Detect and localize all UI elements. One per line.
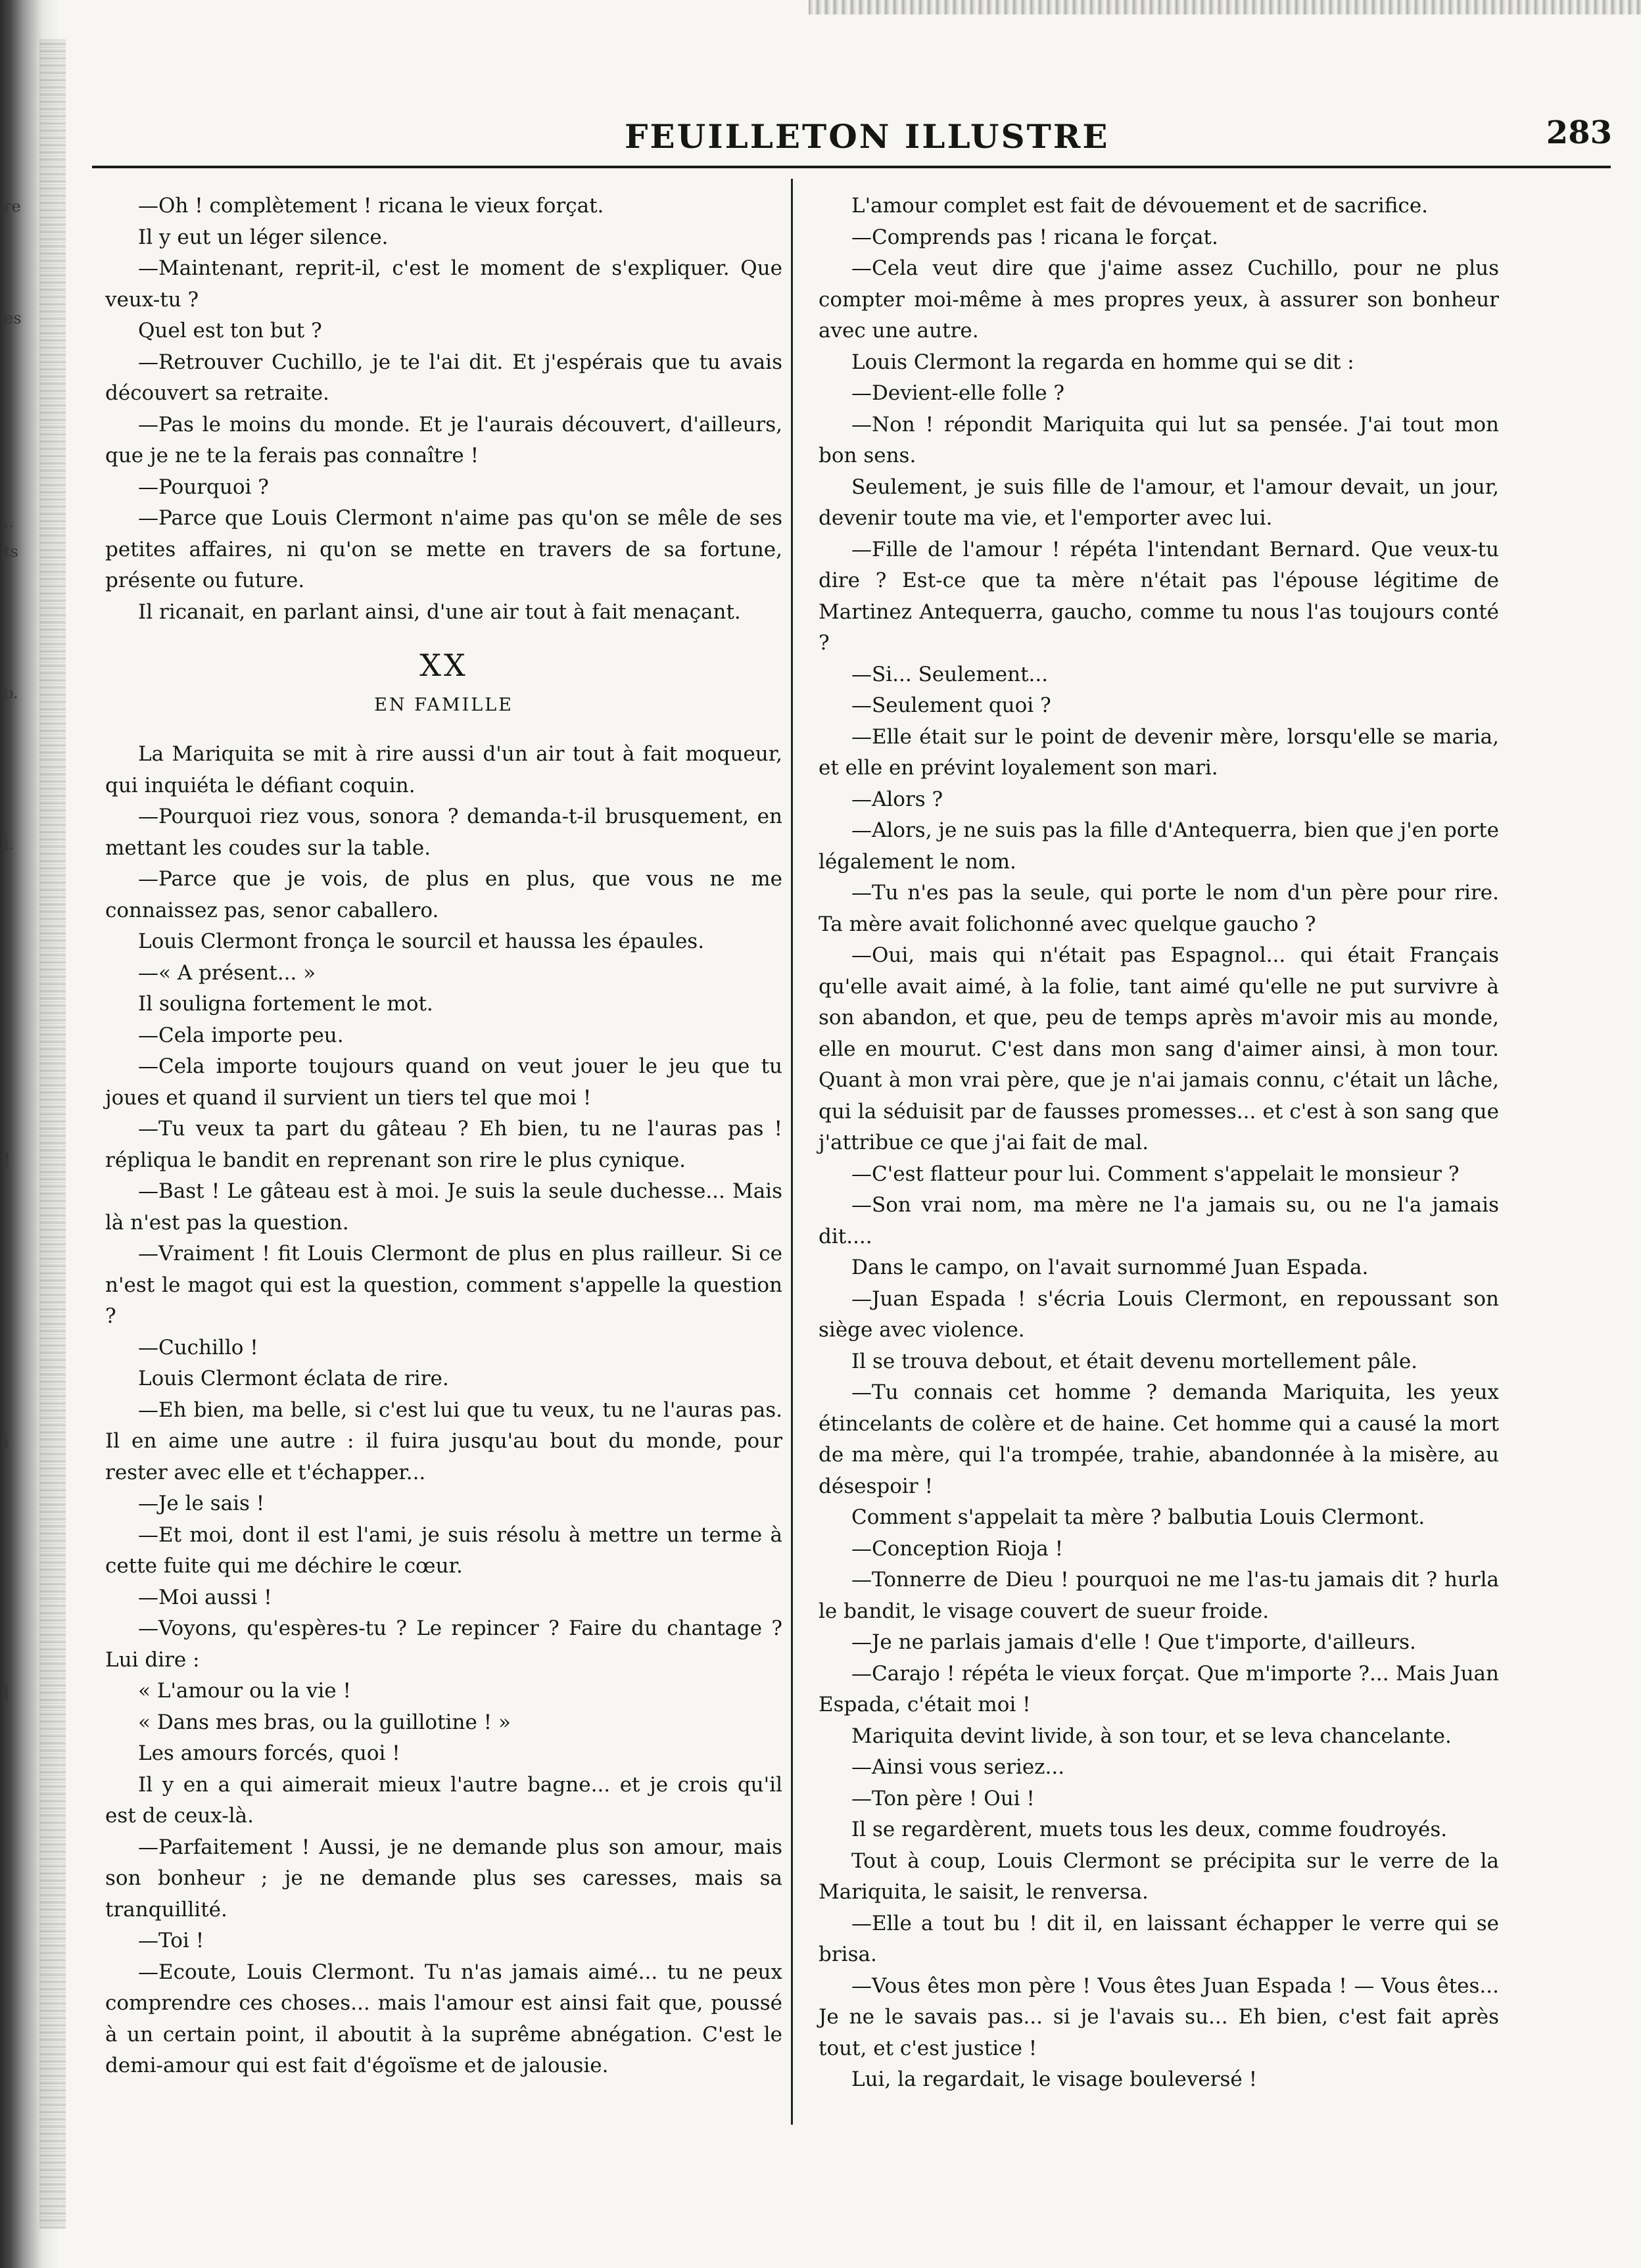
paragraph: —Si... Seulement... — [851, 662, 1049, 686]
paragraph: Mariquita devint livide, à son tour, et se leva chancelante. — [851, 1724, 1452, 1748]
paragraph: —Oui, mais qui n'était pas Espagnol... qui était Français qu'elle avait aimé, à la folie, tant aimé qu'elle ne put survivre à son abandon, et que, peu de temps après m'avoir mis au monde, elle en mourut. C'est dans mon sang d'aimer ainsi, à mon tour. Quant à mon vrai père, que je n'ai jamais connu, c'était un lâche, qui la séduisit par de fausses promesses... et c'est à son sang que j'attribue ce que j'ai fait de mal. — [819, 943, 1499, 1154]
paragraph: —Bast ! Le gâteau est à moi. Je suis la seule duchesse... Mais là n'est pas la question. — [105, 1179, 782, 1235]
margin-note: | — [4, 1683, 10, 1701]
paragraph: —Alors ? — [851, 787, 943, 811]
paragraph: —Vraiment ! fit Louis Clermont de plus en plus railleur. Si ce n'est le magot qui est la question, comment s'appelle la question ? — [105, 1242, 782, 1328]
binding-shadow — [39, 39, 66, 2229]
paragraph: Quel est ton but ? — [138, 319, 322, 343]
running-title: FEUILLETON ILLUSTRE — [625, 117, 1110, 156]
paragraph: —Cuchillo ! — [138, 1335, 258, 1359]
paragraph: —Parce que je vois, de plus en plus, que vous ne me connaissez pas, senor caballero. — [105, 867, 782, 922]
paragraph: —Devient-elle folle ? — [851, 381, 1065, 405]
paragraph: —Elle était sur le point de devenir mère, lorsqu'elle se maria, et elle en prévint loyalement son mari. — [819, 724, 1499, 780]
section-title: EN FAMILLE — [374, 694, 513, 715]
paragraph: —Fille de l'amour ! répéta l'intendant Bernard. Que veux-tu dire ? Est-ce que ta mère n'était pas l'épouse légitime de Martinez Antequerra, gaucho, comme tu nous l'as toujours conté ? — [819, 537, 1499, 655]
paragraph: Louis Clermont éclata de rire. — [138, 1367, 449, 1390]
paragraph: Comment s'appelait ta mère ? balbutia Louis Clermont. — [851, 1505, 1425, 1529]
paragraph: —Cela importe peu. — [138, 1023, 344, 1047]
paragraph: —Conception Rioja ! — [851, 1536, 1064, 1561]
paragraph: —Son vrai nom, ma mère ne l'a jamais su, ou ne l'a jamais dit.... — [819, 1193, 1499, 1248]
paragraph: Il y en a qui aimerait mieux l'autre bagne... et je crois qu'il est de ceux-là. — [105, 1772, 782, 1828]
paragraph: —Voyons, qu'espères-tu ? Le repincer ? Faire du chantage ? Lui dire : — [105, 1617, 782, 1672]
paragraph: Lui, la regardait, le visage bouleversé ! — [851, 2067, 1258, 2091]
right-column — [819, 191, 1499, 2096]
paragraph: —Oh ! complètement ! ricana le vieux forçat. — [138, 194, 604, 218]
paragraph: Il se regardèrent, muets tous les deux, comme foudroyés. — [851, 1818, 1448, 1841]
paragraph: Dans le campo, on l'avait surnommé Juan Espada. — [851, 1256, 1369, 1279]
paragraph: Il souligna fortement le mot. — [138, 992, 433, 1016]
paragraph: —Je ne parlais jamais d'elle ! Que t'importe, d'ailleurs. — [851, 1630, 1416, 1654]
paragraph: —Seulement quoi ? — [851, 694, 1051, 717]
paragraph: —Comprends pas ! ricana le forçat. — [851, 225, 1218, 249]
paragraph: —Ton père ! Oui ! — [851, 1786, 1035, 1810]
paragraph: —Ecoute, Louis Clermont. Tu n'as jamais aimé... tu ne peux comprendre ces choses... mais l'amour est ainsi fait que, poussé à un certain point, il aboutit à la suprême abnégation. C'est le demi-amour qui est fait d'égoïsme et de jalousie. — [105, 1960, 782, 2077]
paragraph: —Cela veut dire que j'aime assez Cuchillo, pour ne plus compter moi-même à mes propres yeux, à assurer son bonheur avec une autre. — [819, 256, 1499, 343]
paragraph: Seulement, je suis fille de l'amour, et l'amour devait, un jour, devenir toute ma vie, et l'emporter avec lui. — [819, 475, 1499, 530]
scan-noise-top — [809, 0, 1641, 14]
paragraph: Il y eut un léger silence. — [138, 225, 389, 249]
margin-note: ! — [4, 1150, 11, 1169]
paragraph: La Mariquita se mit à rire aussi d'un air tout à fait moqueur, qui inquiéta le défiant coquin. — [105, 742, 782, 797]
paragraph: —Non ! répondit Mariquita qui lut sa pensée. J'ai tout mon bon sens. — [819, 412, 1499, 467]
paragraph: —Juan Espada ! s'écria Louis Clermont, en repoussant son siège avec violence. — [819, 1287, 1499, 1342]
paragraph: —Tu n'es pas la seule, qui porte le nom d'un père pour rire. Ta mère avait folichonné avec quelque gaucho ? — [819, 881, 1499, 936]
page-number: 283 — [1546, 114, 1612, 151]
margin-note: i — [4, 1433, 9, 1452]
header-rule — [92, 166, 1611, 168]
paragraph: —Eh bien, ma belle, si c'est lui que tu veux, tu ne l'auras pas. Il en aime une autre : il fuira jusqu'au bout du monde, pour rester avec elle et t'échapper... — [105, 1398, 782, 1484]
paragraph: —Elle a tout bu ! dit il, en laissant échapper le verre qui se brisa. — [819, 1911, 1499, 1966]
paragraph: —Et moi, dont il est l'ami, je suis résolu à mettre un terme à cette fuite qui me déchire le cœur. — [105, 1523, 782, 1578]
paragraph: —Tu veux ta part du gâteau ? Eh bien, tu ne l'auras pas ! répliqua le bandit en reprenant son rire le plus cynique. — [105, 1117, 782, 1172]
paragraph: —Pourquoi riez vous, sonora ? demanda-t-il brusquement, en mettant les coudes sur la table. — [105, 805, 782, 860]
paragraph: —« A présent... » — [138, 960, 316, 985]
paragraph: —Ainsi vous seriez... — [851, 1755, 1065, 1779]
paragraph: Il ricanait, en parlant ainsi, d'une air tout à fait menaçant. — [138, 600, 741, 624]
paragraph: « Dans mes bras, ou la guillotine ! » — [138, 1710, 511, 1734]
paragraph: —Pourquoi ? — [138, 475, 269, 499]
paragraph: —Pas le moins du monde. Et je l'aurais découvert, d'ailleurs, que je ne te la ferais pas connaître ! — [105, 412, 782, 467]
margin-note: i. — [4, 835, 14, 853]
margin-note: o. — [4, 684, 18, 702]
column-divider — [791, 179, 793, 2125]
paragraph: Il se trouva debout, et était devenu mortellement pâle. — [851, 1349, 1418, 1373]
margin-note: .. — [4, 513, 14, 531]
paragraph: —Vous êtes mon père ! Vous êtes Juan Espada ! — Vous êtes... Je ne le savais pas... si je l'avais su... Eh bien, c'est fait après tout, et c'est justice ! — [819, 1973, 1499, 2060]
paragraph: —Je le sais ! — [138, 1492, 265, 1515]
paragraph: —Moi aussi ! — [138, 1585, 272, 1609]
paragraph: Tout à coup, Louis Clermont se précipita sur le verre de la Mariquita, le saisit, le renversa. — [819, 1849, 1499, 1904]
paragraph: —C'est flatteur pour lui. Comment s'appelait le monsieur ? — [851, 1162, 1460, 1186]
paragraph: Louis Clermont la regarda en homme qui se dit : — [851, 350, 1354, 374]
paragraph: Les amours forcés, quoi ! — [138, 1741, 400, 1765]
paragraph: —Parce que Louis Clermont n'aime pas qu'on se mêle de ses petites affaires, ni qu'on se mette en travers de sa fortune, présente ou future. — [105, 506, 782, 592]
paragraph: —Retrouver Cuchillo, je te l'ai dit. Et j'espérais que tu avais découvert sa retraite. — [105, 350, 782, 405]
page-header — [85, 114, 1630, 163]
paragraph: —Cela importe toujours quand on veut jouer le jeu que tu joues et quand il survient un tiers tel que moi ! — [105, 1054, 782, 1110]
left-column — [105, 191, 782, 2082]
paragraph: —Toi ! — [138, 1929, 204, 1952]
paragraph: Louis Clermont fronça le sourcil et haussa les épaules. — [138, 930, 705, 953]
paragraph: —Alors, je ne suis pas la fille d'Antequerra, bien que j'en porte légalement le nom. — [819, 818, 1499, 874]
paragraph: —Tu connais cet homme ? demanda Mariquita, les yeux étincelants de colère et de haine. Cet homme qui a causé la mort de ma mère, qui l'a trompée, trahie, abandonnée à la misère, au désespoir ! — [819, 1381, 1499, 1498]
paragraph: —Maintenant, reprit-il, c'est le moment de s'expliquer. Que veux-tu ? — [105, 256, 782, 312]
section-number: XX — [419, 648, 468, 683]
margin-note: ts — [4, 542, 18, 561]
paragraph: —Tonnerre de Dieu ! pourquoi ne me l'as-tu jamais dit ? hurla le bandit, le visage couvert de sueur froide. — [819, 1568, 1499, 1623]
margin-note: re — [4, 197, 21, 216]
paragraph: « L'amour ou la vie ! — [138, 1679, 351, 1703]
paragraph: —Carajo ! répéta le vieux forçat. Que m'importe ?... Mais Juan Espada, c'était moi ! — [819, 1661, 1499, 1716]
margin-note: es — [4, 309, 22, 327]
paragraph: —Parfaitement ! Aussi, je ne demande plus son amour, mais son bonheur ; je ne demande plus ses caresses, mais sa tranquillité. — [105, 1835, 782, 1922]
paragraph: L'amour complet est fait de dévouement et de sacrifice. — [851, 194, 1429, 218]
